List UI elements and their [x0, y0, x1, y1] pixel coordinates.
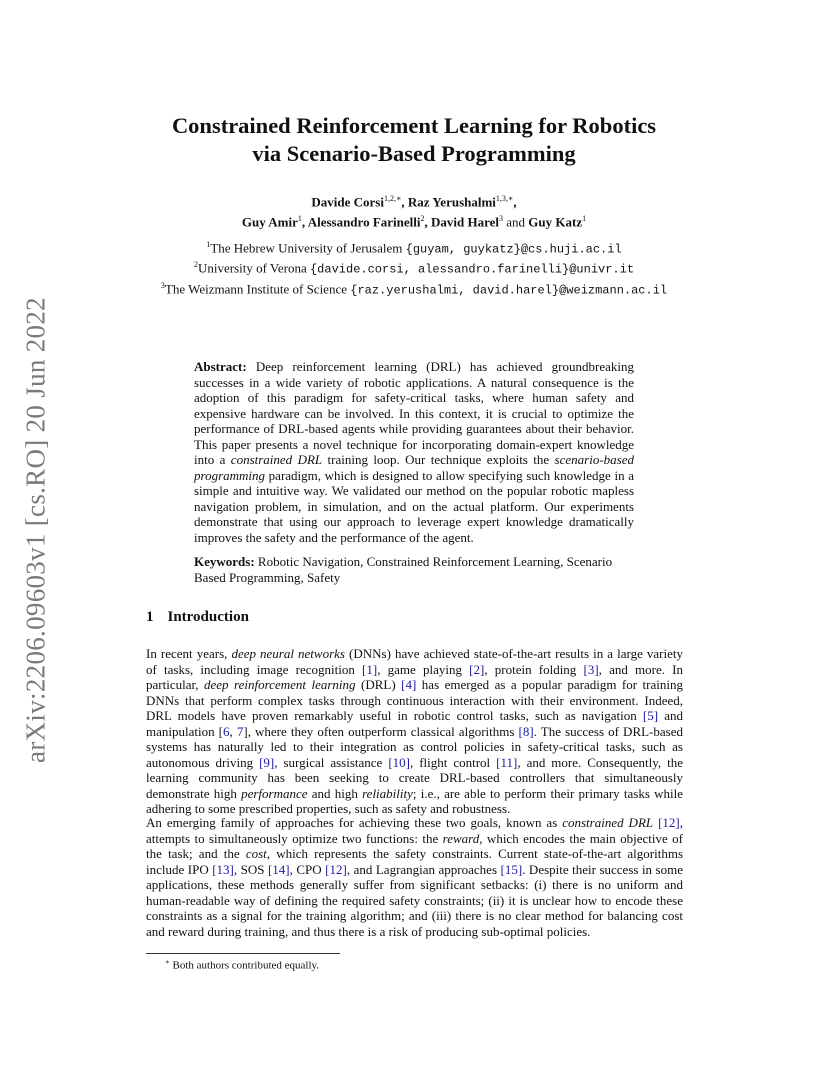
text-run: and high — [307, 785, 363, 801]
footnote-rule — [146, 953, 340, 954]
author-conjunction: and — [506, 214, 526, 230]
text-run: , CPO — [289, 861, 326, 877]
affiliation-institution: University of Verona — [197, 260, 310, 276]
text-run: ; i.e., are able to perform their primary tasks while adhering to some prescribed properties, such as safety and robustness. — [146, 785, 683, 816]
author-name: Davide Corsi — [311, 194, 384, 210]
author-name: Guy Katz — [528, 214, 583, 230]
emphasis: reliability — [362, 785, 413, 801]
author-sup: 1,2,∗ — [383, 194, 402, 203]
citation-link[interactable]: [14] — [267, 861, 290, 877]
paper-title — [0, 112, 828, 168]
affiliation-institution: The Hebrew University of Jerusalem — [210, 240, 406, 256]
emphasis: reward — [442, 830, 480, 846]
author-line-1: Davide Corsi$^{1,2,∗}$, Raz Yerushalmi$^{1,3,∗}$, — [311, 194, 517, 210]
footnote — [165, 958, 319, 972]
abstract-text: Deep reinforcement learning (DRL) has achieved groundbreaking successes in a wide variety of robotic applications. A natural consequence is the adoption of this paradigm for safety-critical tasks, where human safety and expensive hardware can be involved. In this context, it is crucial to optimize the performance of DRL-based agents while providing guarantees about their behavior. This paper presents a novel technique for incorporating domain-expert knowledge into a — [194, 359, 634, 467]
text-run: and manipulation [ — [146, 708, 683, 739]
author-sup: 1 — [297, 214, 302, 224]
text-run: , which represents the safety constraints. Current state-of-the-art algorithms include IPO — [146, 846, 684, 877]
author-sup: 2 — [420, 214, 425, 224]
text-run: , game playing — [377, 661, 470, 677]
affiliation-institution: The Weizmann Institute of Science — [164, 280, 351, 296]
emphasis: constrained DRL — [562, 815, 654, 830]
citation-link[interactable]: [5] — [642, 708, 659, 723]
text-run: , surgical assistance — [274, 754, 389, 770]
text-run: , attempts to simultaneously optimize two functions: the — [146, 815, 683, 846]
text-run: , protein folding — [484, 661, 584, 677]
text-run: ], where they often outperform classical algorithms — [243, 723, 519, 739]
text-run: In recent years, — [146, 646, 232, 661]
author-list — [0, 190, 828, 231]
text-run: , and more. Consequently, the learning community has been seeking to create DRL-based controllers that simultaneously demonstrate high — [146, 754, 684, 801]
affiliation-sup: 1 — [206, 240, 211, 249]
keywords-text: Robotic Navigation, Constrained Reinforcement Learning, Scenario Based Programming, Safety — [194, 554, 613, 585]
affiliation-email: {davide.corsi, alessandro.farinelli}@univr.it — [309, 262, 635, 277]
author-line-2: Guy Amir$^1$, Alessandro Farinelli$^2$, David Harel$^3$ and Guy Katz$^1$ — [241, 214, 587, 230]
affiliation-3 — [0, 278, 828, 298]
emphasis: deep reinforcement learning — [204, 677, 356, 692]
citation-link[interactable]: [15] — [500, 861, 523, 877]
affiliations — [0, 237, 828, 298]
title-line-1: Constrained Reinforcement Learning for Robotics — [171, 113, 657, 138]
text-run: . The success of DRL-based systems has naturally led to their integration as control policies in safety-critical tasks, such as autonomous driving — [146, 723, 683, 770]
section-title: Introduction — [167, 609, 249, 625]
section-number: 1 — [146, 609, 154, 625]
author-sup: 1,3,∗ — [495, 194, 514, 203]
citation-link[interactable]: [11] — [496, 754, 518, 770]
citation-link[interactable]: [13] — [212, 861, 234, 877]
citation-link[interactable]: [8] — [518, 723, 534, 739]
emphasis: performance — [241, 785, 308, 801]
affiliation-sup: 3 — [160, 280, 165, 290]
affiliation-email: {raz.yerushalmi, david.harel}@weizmann.ac.il — [350, 282, 668, 297]
affiliation-1 — [0, 237, 828, 257]
abstract-text: paradigm, which is designed to allow specifying such knowledge in a simple and intuitive way. We validated our method on the popular robotic mapless navigation problem, in simulation, and on the actual platform. Our experiments demonstrate that using our approach to leverage expert knowledge dramatically improves the safety and the performance of the agent. — [194, 467, 634, 545]
text-run: , flight control — [409, 754, 497, 770]
text-run: has emerged as a popular paradigm for training DNNs that perform complex tasks through continuous interaction with their environment. Indeed, DRL models have proven remarkably useful in robotic control tasks, such as navigation — [146, 677, 683, 723]
citation-link[interactable]: [10] — [388, 754, 410, 770]
footnote-mark: ∗ — [165, 958, 170, 966]
author-name: Guy Amir — [241, 214, 298, 230]
text-run: . Despite their success in some applications, these methods generally suffer from significant setbacks: (i) there is no uniform and human-readable way of defining the required safety constraints; (ii) it is unclear how to encode these constraints as a signal for the training algorithm; and (iii) there is no clear method for balancing cost and reward during training, and thus there is a risk of producing sub-optimal policies. — [146, 861, 683, 939]
citation-link[interactable]: [2] — [469, 661, 485, 677]
text-run: An emerging family of approaches for achieving these two goals, known as — [146, 815, 563, 830]
affiliation-2 — [0, 257, 828, 277]
abstract-emph: scenario-based programming — [194, 452, 634, 483]
citation-link[interactable]: [1] — [362, 661, 378, 677]
text-run: , — [229, 723, 237, 739]
text-run: (DNNs) have achieved state-of-the-art results in a large variety of tasks, including image recognition — [146, 646, 684, 677]
intro-paragraph-2 — [146, 815, 683, 939]
keywords — [194, 554, 634, 585]
author-name: Alessandro Farinelli — [307, 214, 421, 230]
text-run: , which encodes the main objective of the task; and the — [146, 830, 683, 861]
text-run: (DRL) — [355, 677, 402, 692]
affiliation-sup: 2 — [193, 260, 198, 270]
abstract-emph: constrained DRL — [230, 452, 323, 467]
arxiv-side-stamp[interactable]: arXiv:2206.09603v1 [cs.RO] 20 Jun 2022 — [20, 297, 51, 763]
section-heading — [146, 609, 249, 626]
author-name: David Harel — [430, 214, 499, 230]
text-run: , and more. In particular, — [146, 661, 683, 692]
citation-link[interactable]: [3] — [583, 661, 599, 677]
text-run: , and Lagrangian approaches — [346, 861, 501, 877]
abstract — [194, 359, 634, 545]
citation-link[interactable]: [9] — [259, 754, 275, 770]
keywords-label: Keywords: — [194, 554, 255, 569]
citation-link[interactable]: [12] — [325, 861, 347, 877]
citation-link[interactable]: 6 — [223, 723, 230, 739]
affiliation-email: {guyam, guykatz}@cs.huji.ac.il — [405, 242, 622, 257]
citation-link[interactable]: [4] — [401, 677, 417, 692]
author-name: Raz Yerushalmi — [407, 194, 496, 210]
footnote-text: Both authors contributed equally. — [169, 959, 320, 972]
abstract-label: Abstract: — [194, 359, 247, 374]
citation-link[interactable]: [12] — [658, 815, 680, 830]
intro-paragraph-1 — [146, 646, 683, 817]
abstract-text: training loop. Our technique exploits the — [322, 452, 555, 467]
title-line-2: via Scenario-Based Programming — [252, 141, 576, 166]
citation-link[interactable]: 7 — [236, 723, 244, 739]
text-run: , SOS — [233, 861, 268, 877]
author-sup: 1 — [582, 214, 587, 224]
emphasis: deep neural networks — [231, 646, 345, 661]
author-sup: 3 — [499, 214, 503, 224]
emphasis: cost — [245, 846, 267, 861]
